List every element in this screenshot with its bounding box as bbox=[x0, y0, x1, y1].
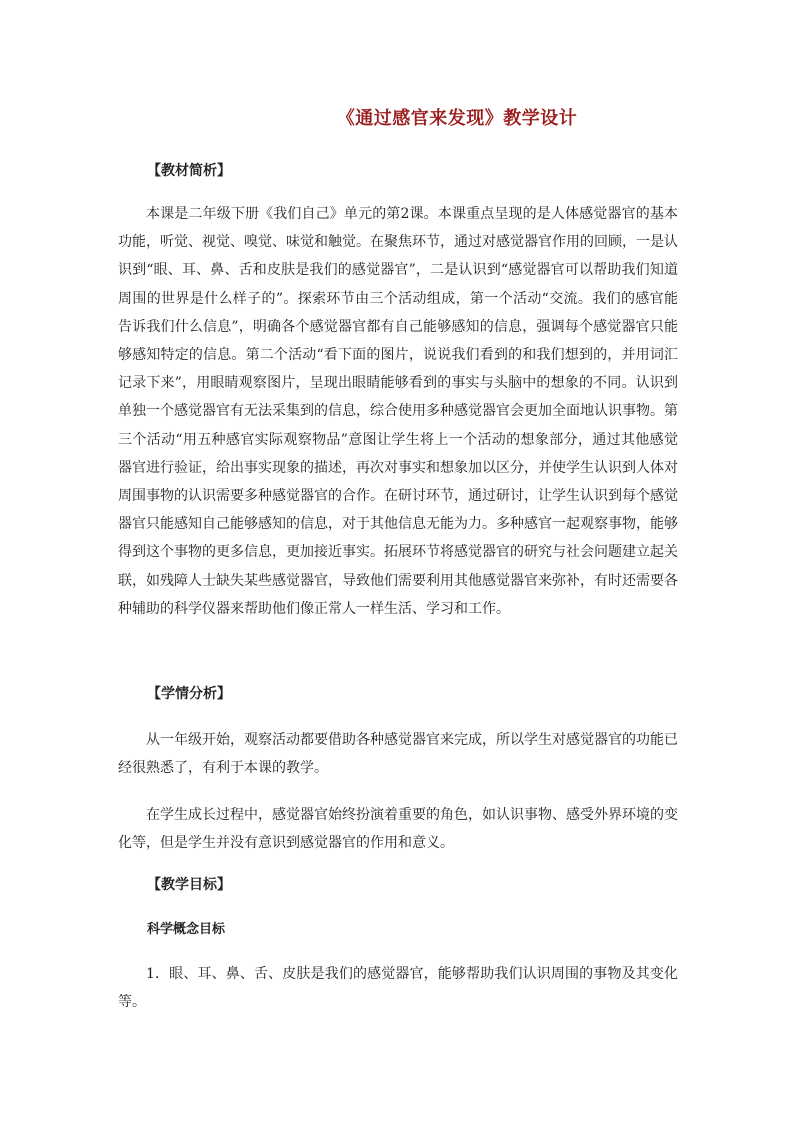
paragraph-student-analysis-2: 在学生成长过程中，感觉器官始终扮演着重要的角色，如认识事物、感受外界环境的变化等，但是学生并没有意识到感觉器官的作用和意义。 bbox=[118, 807, 678, 852]
paragraph-student-analysis-1: 从一年级开始，观察活动都要借助各种感觉器官来完成，所以学生对感觉器官的功能已经很熟悉了，有利于本课的教学。 bbox=[118, 732, 678, 777]
subheading-science-concept-goals: 科学概念目标 bbox=[147, 922, 226, 937]
goal-item-1: 1．眼、耳、鼻、舌、皮肤是我们的感觉器官，能够帮助我们认识周围的事物及其变化等。 bbox=[118, 966, 678, 1011]
document-title bbox=[0, 104, 794, 130]
document-title-text: 《通过感官来发现》教学设计 bbox=[336, 108, 578, 129]
heading-student-analysis: 【学情分析】 bbox=[147, 686, 231, 702]
heading-teaching-goals: 【教学目标】 bbox=[147, 877, 231, 893]
paragraph-textbook-analysis: 本课是二年级下册《我们自己》单元的第2课。本课重点呈现的是人体感觉器官的基本功能，听觉、视觉、嗅觉、味觉和触觉。在聚焦环节，通过对感觉器官作用的回顾，一是认识到“眼、耳、鼻、舌和皮肤是我们的感觉器官”，二是认识到“感觉器官可以帮助我们知道周围的世界是什么样子的”。探索环节由三个活动组成，第一个活动“交流。我们的感官能告诉我们什么信息”，明确各个感觉器官都有自己能够感知的信息，强调每个感觉器官只能够感知特定的信息。第二个活动“看下面的图片，说说我们看到的和我们想到的，并用词汇记录下来”，用眼睛观察图片，呈现出眼睛能够看到的事实与头脑中的想象的不同。认识到单独一个感觉器官有无法采集到的信息，综合使用多种感觉器官会更加全面地认识事物。第三个活动“用五种感官实际观察物品”意图让学生将上一个活动的想象部分，通过其他感觉器官进行验证，给出事实现象的描述，再次对事实和想象加以区分，并使学生认识到人体对周围事物的认识需要多种感觉器官的合作。在研讨环节，通过研讨，让学生认识到每个感觉器官只能感知自己能够感知的信息，对于其他信息无能为力。多种感官一起观察事物，能够得到这个事物的更多信息，更加接近事实。拓展环节将感觉器官的研究与社会问题建立起关联，如残障人士缺失某些感觉器官，导致他们需要利用其他感觉器官来弥补，有时还需要各种辅助的科学仪器来帮助他们像正常人一样生活、学习和工作。 bbox=[118, 206, 678, 617]
heading-textbook-analysis: 【教材简析】 bbox=[147, 163, 231, 179]
